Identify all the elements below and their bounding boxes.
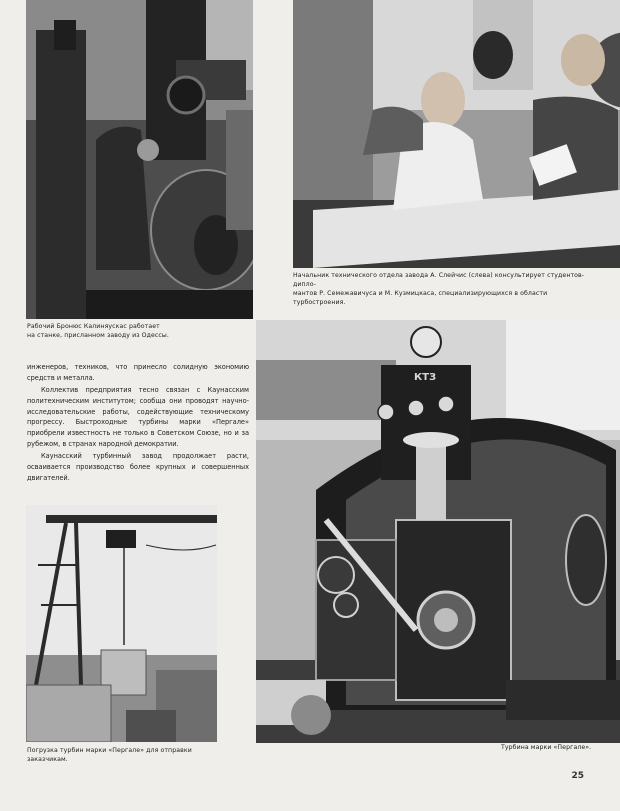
worker-photo-caption: Рабочий Бронюс Калиняускас работает на станке, присланном заводу из Одессы. <box>27 323 169 339</box>
article-paragraph-2: Коллектив предприятия тесно связан с Каунасским политехническим институтом; сообща они проводят научно-исследовательские работы, содействующие техническому прогрессу. Быстроходные турбины марки «Пергале» приобрели известность не только в Советском Союзе, но и за рубежом, в странах народной демократии. <box>27 386 249 448</box>
loading-photo-caption: Погрузка турбин марки «Пергале» для отправки заказчикам. <box>27 747 192 763</box>
photo-engineers-consultation <box>293 0 620 268</box>
worker-photo-image <box>26 0 253 319</box>
turbine-plate-text: КТЗ <box>414 372 437 383</box>
turbine-photo-caption: Турбина марки «Пергале». <box>501 744 592 751</box>
photo-loading-turbines <box>26 505 217 742</box>
engineers-photo-caption: Начальник технического отдела завода А. Слейчис (слева) консультирует студентов-дипло- мантов Р. Семежавичуса и М. Кузмицкаса, специализирующихся в области турбостроения. <box>293 272 585 306</box>
article-paragraph-1: инженеров, техников, что принесло солидную экономию средств и металла. <box>27 363 249 382</box>
loading-photo-image <box>26 505 217 742</box>
engineers-photo-image <box>293 0 620 268</box>
article-paragraph-3: Каунасский турбинный завод продолжает расти, осваивается производство более крупных и совершенных двигателей. <box>27 452 249 482</box>
turbine-photo-image <box>256 320 620 743</box>
article-body <box>27 362 249 483</box>
page-number: 25 <box>571 771 584 781</box>
photo-worker-at-machine <box>26 0 253 319</box>
photo-pergale-turbine <box>256 320 620 743</box>
